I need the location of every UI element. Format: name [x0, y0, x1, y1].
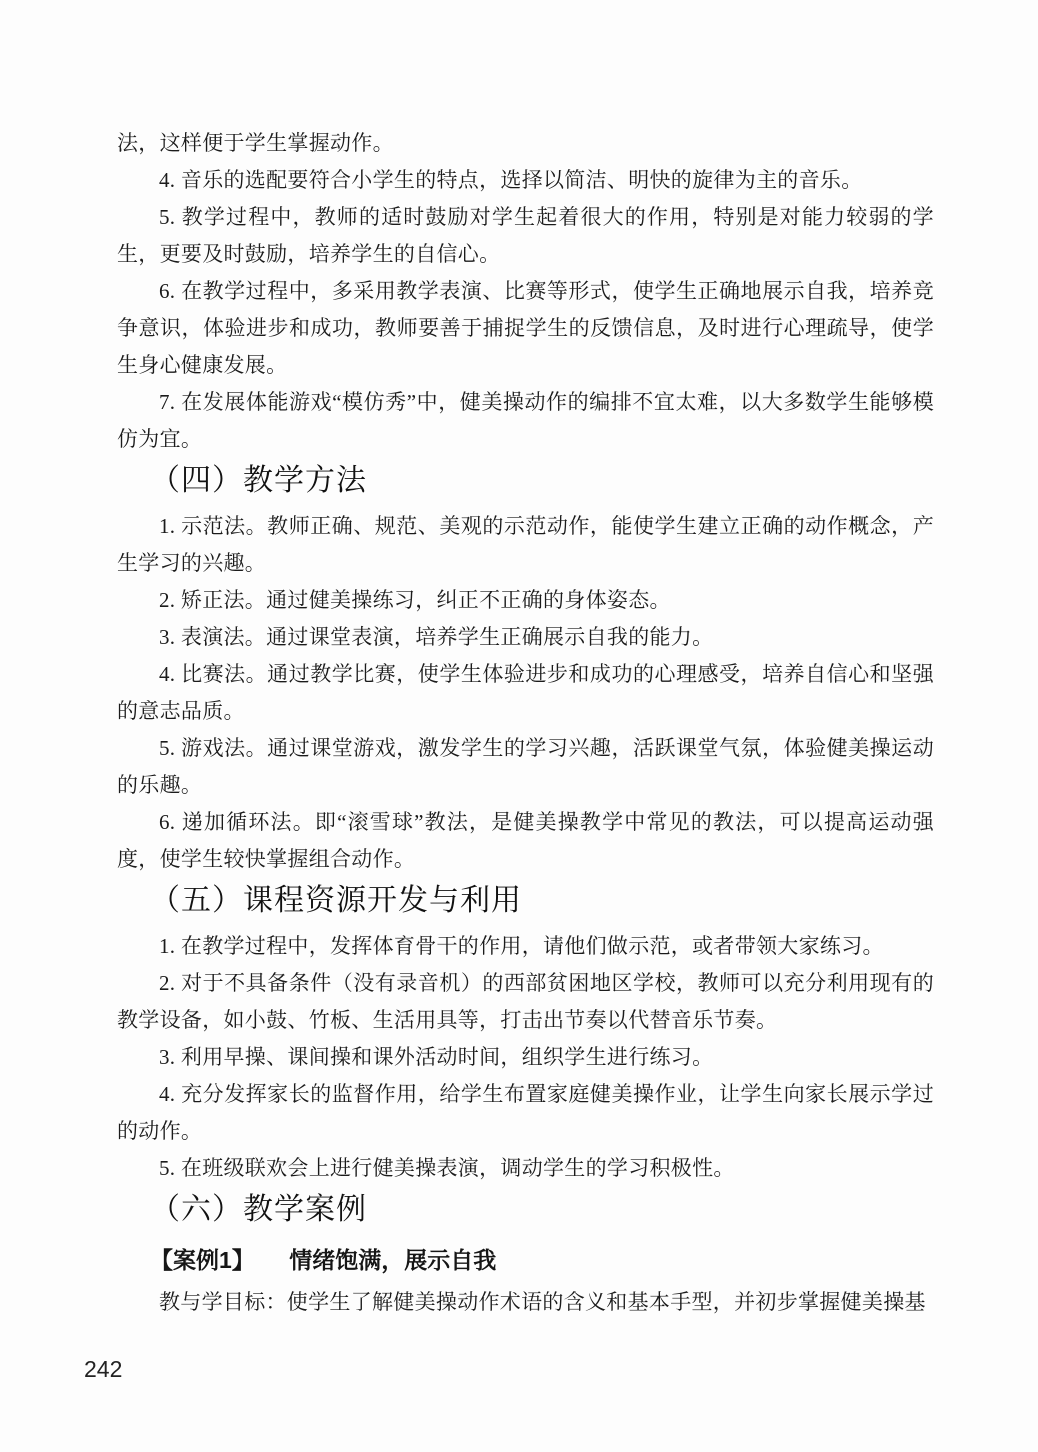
- body-paragraph: 法，这样便于学生掌握动作。: [117, 131, 394, 155]
- body-paragraph: 6. 递加循环法。即“滚雪球”教法，是健美操教学中常见的教法，可以提高运动强度，使学生较快掌握组合动作。: [117, 810, 934, 871]
- body-paragraph: 2. 对于不具备条件（没有录音机）的西部贫困地区学校，教师可以充分利用现有的教学设备，如小鼓、竹板、生活用具等，打击出节奏以代替音乐节奏。: [117, 971, 934, 1032]
- page-number: 242: [84, 1356, 123, 1382]
- section-heading: （五）课程资源开发与利用: [150, 884, 522, 917]
- body-paragraph: 3. 利用早操、课间操和课外活动时间，组织学生进行练习。: [159, 1045, 714, 1069]
- page-content: [117, 125, 934, 1321]
- body-paragraph: 4. 充分发挥家长的监督作用，给学生布置家庭健美操作业，让学生向家长展示学过的动作。: [117, 1082, 934, 1143]
- body-paragraph: 4. 比赛法。通过教学比赛，使学生体验进步和成功的心理感受，培养自信心和坚强的意志品质。: [117, 662, 934, 723]
- body-paragraph: 教与学目标：使学生了解健美操动作术语的含义和基本手型，并初步掌握健美操基: [159, 1290, 926, 1314]
- body-paragraph: 1. 在教学过程中，发挥体育骨干的作用，请他们做示范，或者带领大家练习。: [159, 934, 884, 958]
- body-paragraph: 7. 在发展体能游戏“模仿秀”中，健美操动作的编排不宜太难，以大多数学生能够模仿为宜。: [117, 390, 934, 451]
- case-heading: 【案例1】 情绪饱满，展示自我: [150, 1247, 497, 1273]
- section-heading: （六）教学案例: [150, 1193, 367, 1226]
- body-paragraph: 5. 游戏法。通过课堂游戏，激发学生的学习兴趣，活跃课堂气氛，体验健美操运动的乐趣。: [117, 736, 934, 797]
- body-paragraph: 6. 在教学过程中，多采用教学表演、比赛等形式，使学生正确地展示自我，培养竞争意识，体验进步和成功，教师要善于捕捉学生的反馈信息，及时进行心理疏导，使学生身心健康发展。: [117, 279, 934, 377]
- body-paragraph: 5. 在班级联欢会上进行健美操表演，调动学生的学习积极性。: [159, 1156, 735, 1180]
- body-paragraph: 5. 教学过程中，教师的适时鼓励对学生起着很大的作用，特别是对能力较弱的学生，更要及时鼓励，培养学生的自信心。: [117, 205, 934, 266]
- body-paragraph: 4. 音乐的选配要符合小学生的特点，选择以简洁、明快的旋律为主的音乐。: [159, 168, 863, 192]
- body-paragraph: 3. 表演法。通过课堂表演，培养学生正确展示自我的能力。: [159, 625, 714, 649]
- body-paragraph: 1. 示范法。教师正确、规范、美观的示范动作，能使学生建立正确的动作概念，产生学习的兴趣。: [117, 514, 934, 575]
- section-heading: （四）教学方法: [150, 464, 367, 497]
- body-paragraph: 2. 矫正法。通过健美操练习，纠正不正确的身体姿态。: [159, 588, 671, 612]
